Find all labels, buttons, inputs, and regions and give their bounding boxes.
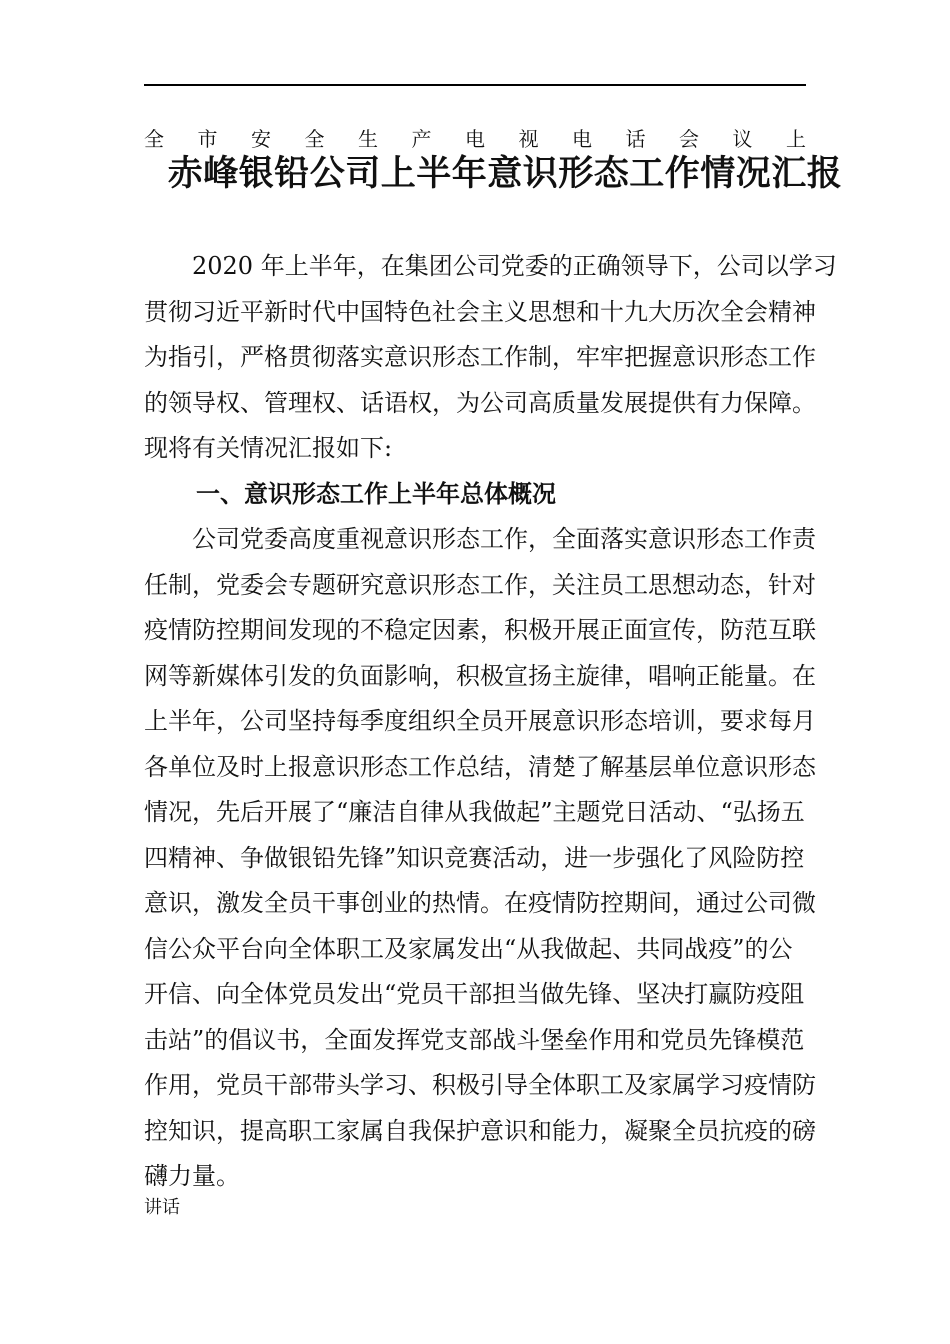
document-body <box>144 244 866 1200</box>
section-1-heading: 一、意识形态工作上半年总体概况 <box>196 479 556 508</box>
paragraph-1-line: 2020 年上半年，在集团公司党委的正确领导下，公司以学习 <box>192 252 837 280</box>
header-char: 视 <box>518 127 539 151</box>
header-char: 议 <box>732 127 753 151</box>
paragraph-2-line: 作用，党员干部带头学习、积极引导全体职工及家属学习疫情防 <box>144 1071 816 1099</box>
paragraph-2-line: 疫情防控期间发现的不稳定因素，积极开展正面宣传，防范互联 <box>144 616 816 644</box>
paragraph-2-line: 情况，先后开展了“廉洁自律从我做起”主题党日活动、“弘扬五 <box>144 798 805 826</box>
paragraph-1-line: 为指引，严格贯彻落实意识形态工作制，牢牢把握意识形态工作 <box>144 343 816 371</box>
paragraph-2-line: 信公众平台向全体职工及家属发出“从我做起、共同战疫”的公 <box>144 934 793 963</box>
header-char: 会 <box>679 127 699 151</box>
paragraph-1-line: 贯彻习近平新时代中国特色社会主义思想和十九大历次全会精神 <box>144 297 816 326</box>
header-char: 话 <box>625 127 646 151</box>
header-char: 电 <box>572 127 592 151</box>
document-title: 赤峰银铅公司上半年意识形态工作情况汇报 <box>167 153 843 194</box>
header-char: 全 <box>304 127 325 151</box>
paragraph-2-line: 公司党委高度重视意识形态工作，全面落实意识形态工作责 <box>192 525 816 553</box>
paragraph-2-line: 礴力量。 <box>144 1162 240 1190</box>
paragraph-2-line: 四精神、争做银铅先锋”知识竞赛活动，进一步强化了风险防控 <box>144 843 805 872</box>
paragraph-2-line: 击站”的倡议书，全面发挥党支部战斗堡垒作用和党员先锋模范 <box>144 1025 805 1054</box>
header-char: 产 <box>411 127 432 151</box>
header-char: 市 <box>197 127 218 151</box>
header-char: 全 <box>144 127 164 151</box>
header-char: 安 <box>251 127 271 151</box>
paragraph-2-line: 任制，党委会专题研究意识形态工作，关注员工思想动态，针对 <box>144 570 816 599</box>
paragraph-2-line: 网等新媒体引发的负面影响，积极宣扬主旋律，唱响正能量。在 <box>144 661 816 690</box>
footer-tag: 讲话 <box>144 1197 180 1218</box>
paragraph-2-line: 开信、向全体党员发出“党员干部担当做先锋、坚决打赢防疫阻 <box>144 980 805 1008</box>
header-char: 电 <box>465 127 485 151</box>
paragraph-2-line: 控知识，提高职工家属自我保护意识和能力，凝聚全员抗疫的磅 <box>144 1116 816 1145</box>
paragraph-2-line: 意识，激发全员干事创业的热情。在疫情防控期间，通过公司微 <box>144 889 816 917</box>
paragraph-2-line: 各单位及时上报意识形态工作总结，清楚了解基层单位意识形态 <box>144 752 816 781</box>
paragraph-1-line: 的领导权、管理权、话语权，为公司高质量发展提供有力保障。 <box>144 388 816 417</box>
header-char: 上 <box>786 127 806 151</box>
top-rule <box>144 84 806 86</box>
paragraph-1-line: 现将有关情况汇报如下: <box>144 434 393 462</box>
header-char: 生 <box>358 127 378 151</box>
paragraph-2-line: 上半年，公司坚持每季度组织全员开展意识形态培训，要求每月 <box>144 707 816 735</box>
